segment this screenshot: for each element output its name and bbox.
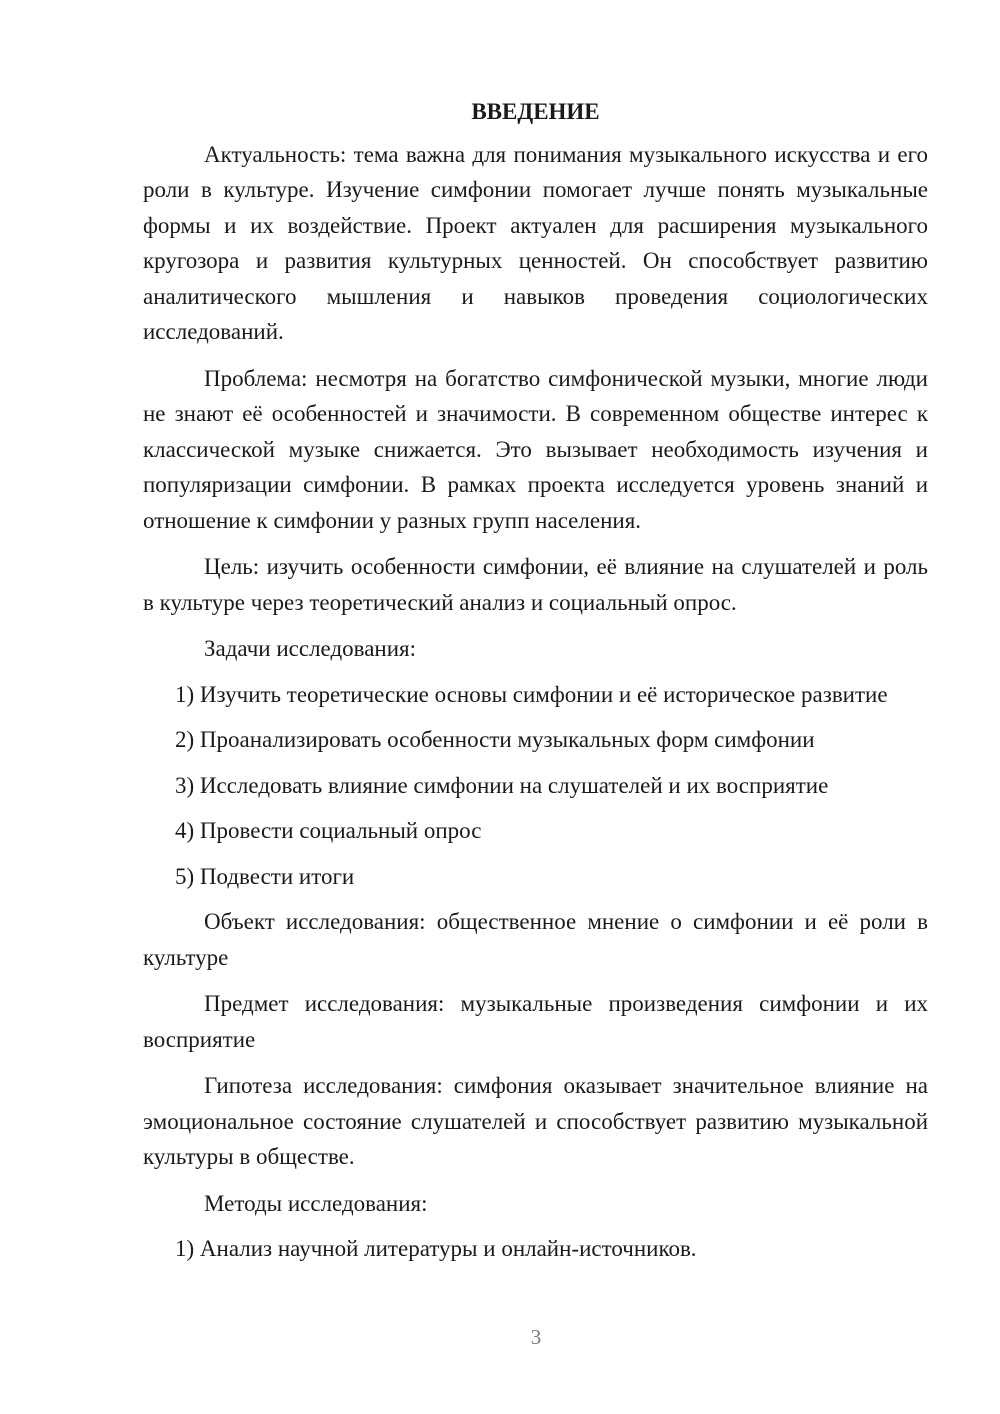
task-item-5: 5) Подвести итоги <box>175 863 355 889</box>
task-item-3: 3) Исследовать влияние симфонии на слушателей и их восприятие <box>175 772 829 798</box>
method-item-1: 1) Анализ научной литературы и онлайн-источников. <box>175 1236 697 1261</box>
paragraph-goal: Цель: изучить особенности симфонии, её влияние на слушателей и роль в культуре через теоретический анализ и социальный опрос. <box>143 554 928 615</box>
task-item-4: 4) Провести социальный опрос <box>175 818 482 843</box>
paragraph-subject: Предмет исследования: музыкальные произведения симфонии и их восприятие <box>143 991 928 1052</box>
paragraph-hypothesis: Гипотеза исследования: симфония оказывает значительное влияние на эмоциональное состояние слушателей и способствует развитию музыкальной культуры в обществе. <box>143 1073 928 1169</box>
tasks-title: Задачи исследования: <box>204 636 417 661</box>
paragraph-relevance: Актуальность: тема важна для понимания музыкального искусства и его роли в культуре. Изучение симфонии помогает лучше понять музыкальные формы и их воздействие. Проект актуален для расширения музыкального кругозора и развития культурных ценностей. Он способствует развитию аналитического мышления и навыков проведения социологических исследований. <box>143 141 928 344</box>
page-content <box>143 94 928 1277</box>
methods-title: Методы исследования: <box>204 1190 428 1216</box>
page-number: 3 <box>530 1325 542 1349</box>
paragraph-problem: Проблема: несмотря на богатство симфонической музыки, многие люди не знают её особенностей и значимости. В современном обществе интерес к классической музыке снижается. Это вызывает необходимость изучения и популяризации симфонии. В рамках проекта исследуется уровень знаний и отношение к симфонии у разных групп населения. <box>143 365 928 533</box>
task-item-2: 2) Проанализировать особенности музыкальных форм симфонии <box>175 727 815 752</box>
paragraph-object: Объект исследования: общественное мнение о симфонии и её роли в культуре <box>143 909 928 970</box>
page-heading: ВВЕДЕНИЕ <box>471 99 600 124</box>
task-item-1: 1) Изучить теоретические основы симфонии и её историческое развитие <box>175 681 888 707</box>
